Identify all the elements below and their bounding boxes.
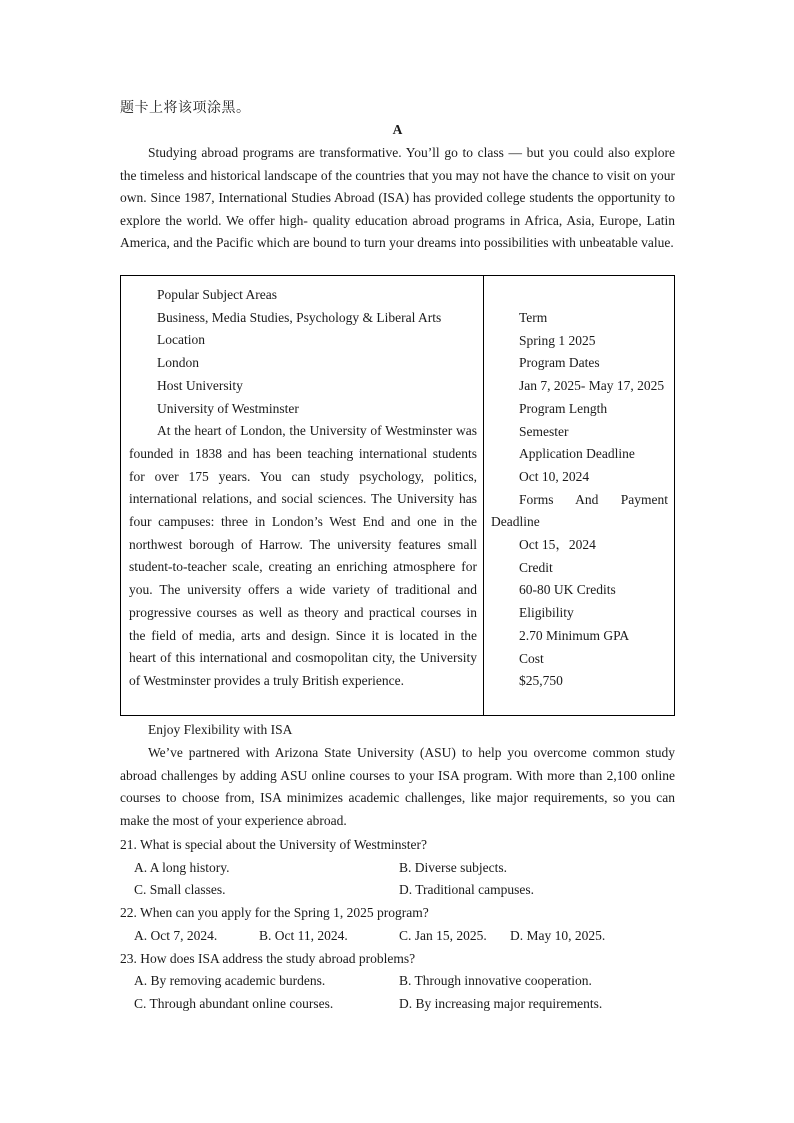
question-21-options-row-2 xyxy=(120,879,675,902)
application-deadline-label: Application Deadline xyxy=(519,446,635,462)
question-22-option-c: C. Jan 15, 2025. xyxy=(399,927,487,943)
question-23-options-row-1 xyxy=(120,970,675,993)
forms-payment-deadline-value: Oct 15，2024 xyxy=(519,537,596,553)
program-info-table xyxy=(120,275,675,716)
question-21-option-d: D. Traditional campuses. xyxy=(399,882,534,898)
host-university-value: University of Westminster xyxy=(157,400,299,416)
forms-payment-deadline-label: Forms And Payment Deadline xyxy=(491,491,668,530)
subject-areas-value: Business, Media Studies, Psychology & Liberal Arts xyxy=(157,309,442,325)
question-23-option-d: D. By increasing major requirements. xyxy=(399,995,603,1011)
question-23-stem: 23. How does ISA address the study abroad problems? xyxy=(120,950,416,966)
section-letter: A xyxy=(392,122,403,137)
question-21-options-row-1 xyxy=(120,857,675,880)
program-length-label: Program Length xyxy=(519,400,608,416)
cost-value: $25,750 xyxy=(519,673,563,689)
term-value: Spring 1 2025 xyxy=(519,332,596,348)
question-23-option-c: C. Through abundant online courses. xyxy=(134,995,334,1011)
term-label: Term xyxy=(519,310,548,325)
flexibility-paragraph: We’ve partnered with Arizona State University (ASU) to help you overcome common study abroad challenges by adding ASU online courses to your ISA program. With more than 2,100 online courses to choose from, ISA minimizes academic challenges, like major requirements, so you can make the most of your experience abroad. xyxy=(120,744,675,829)
host-university-label: Host University xyxy=(157,377,243,393)
question-23-options-row-2 xyxy=(120,993,675,1016)
subject-areas-label: Popular Subject Areas xyxy=(157,287,277,302)
program-dates-label: Program Dates xyxy=(519,355,600,371)
eligibility-label: Eligibility xyxy=(519,605,574,621)
header-line: 题卡上将该项涂黑。 xyxy=(120,101,251,116)
credit-label: Credit xyxy=(519,559,553,575)
program-length-value: Semester xyxy=(519,423,569,439)
question-22-stem: 22. When can you apply for the Spring 1, 2025 program? xyxy=(120,905,429,921)
question-23-option-b: B. Through innovative cooperation. xyxy=(399,973,592,989)
location-value: London xyxy=(157,355,199,371)
program-left-column xyxy=(121,276,484,715)
eligibility-value: 2.70 Minimum GPA xyxy=(519,627,630,643)
question-22-option-d: D. May 10, 2025. xyxy=(510,927,606,943)
question-21-option-a: A. A long history. xyxy=(134,859,230,875)
question-22-option-b: B. Oct 11, 2024. xyxy=(259,927,348,943)
flexibility-section xyxy=(120,719,675,833)
cost-label: Cost xyxy=(519,650,544,666)
flexibility-heading: Enjoy Flexibility with ISA xyxy=(148,722,293,737)
university-description: At the heart of London, the University of Westminster was founded in 1838 and has been teaching international students for over 175 years. You can study psychology, politics, international relations, and social sciences. The University has four campuses: three in London’s West End and one in the northwest borough of Harrow. The university features small student-to-teacher scale, creating an enriching atmosphere for you. The university offers a wide variety of traditional and progressive courses as well as theory and practical courses in the field of media, arts and design. Since it is located in the heart of this international and cosmopolitan city, the University of Westminster provides a truly British experience. xyxy=(129,423,477,688)
question-21-option-b: B. Diverse subjects. xyxy=(399,859,507,875)
intro-section xyxy=(120,142,675,255)
credit-value: 60-80 UK Credits xyxy=(519,582,616,598)
questions-section xyxy=(120,834,675,1016)
location-label: Location xyxy=(157,332,205,348)
question-23-option-a: A. By removing academic burdens. xyxy=(134,973,326,989)
program-dates-value: Jan 7, 2025- May 17, 2025 xyxy=(519,378,665,394)
question-21-option-c: C. Small classes. xyxy=(134,882,226,898)
question-22-option-a: A. Oct 7, 2024. xyxy=(134,927,218,943)
question-22-options-row xyxy=(120,925,675,948)
program-right-column xyxy=(484,276,674,715)
intro-paragraph: Studying abroad programs are transformative. You’ll go to class — but you could also explore the timeless and historical landscape of the countries that you may not have the chance to visit on your own. Since 1987, International Studies Abroad (ISA) has provided college students the opportunity to explore the world. We offer high- quality education abroad programs in Africa, Asia, Europe, Latin America, and the Pacific which are bound to turn your dreams into possibilities with unbeatable value. xyxy=(120,145,675,251)
application-deadline-value: Oct 10, 2024 xyxy=(519,468,590,484)
question-21-stem: 21. What is special about the University of Westminster? xyxy=(120,837,427,852)
